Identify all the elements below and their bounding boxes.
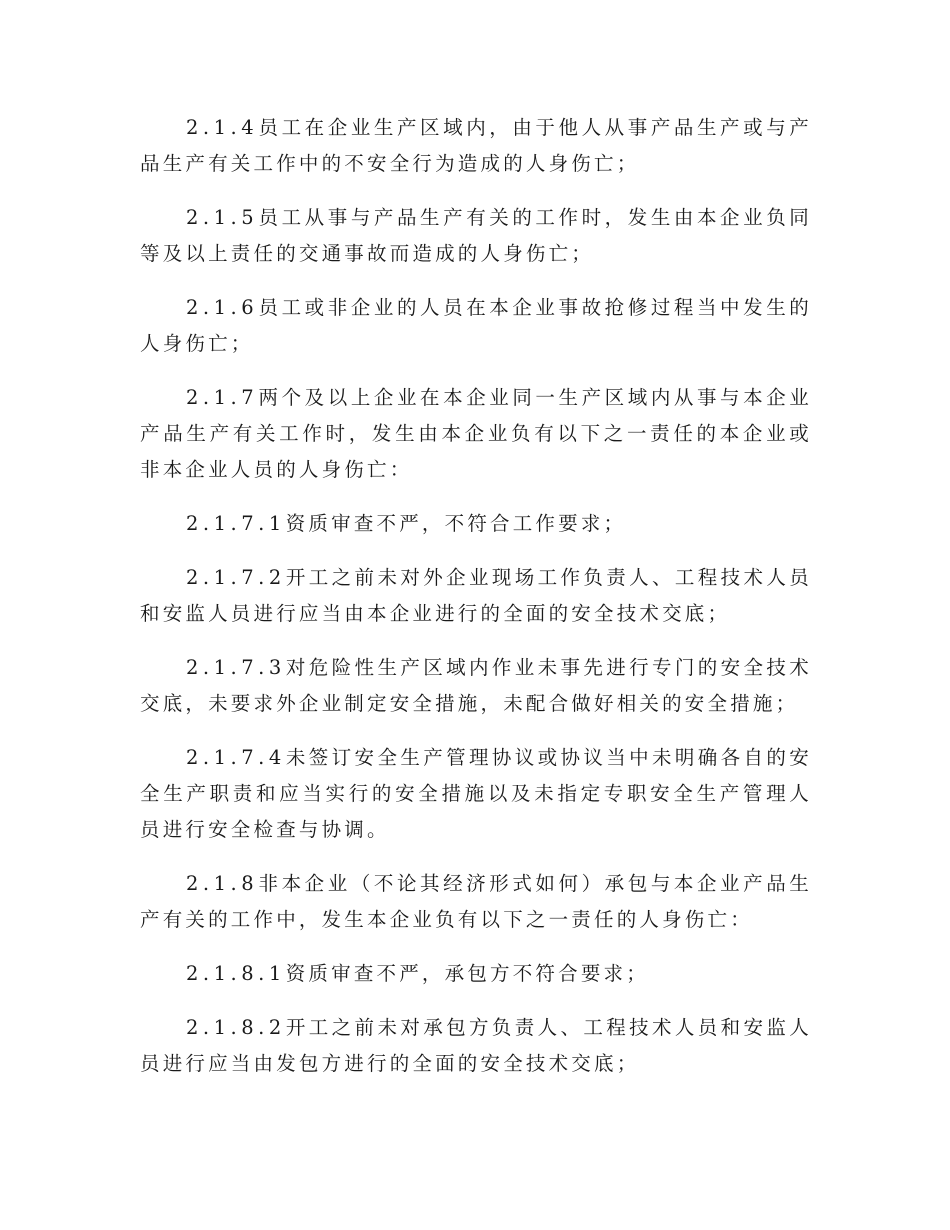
clause-number: 2.1.7.3 bbox=[186, 656, 286, 679]
clause-2-1-6 bbox=[140, 290, 812, 362]
clause-2-1-7-3 bbox=[140, 650, 812, 722]
document-body bbox=[140, 110, 812, 1100]
clause-text: 开工之前未对承包方负责人、工程技术人员和安监人员进行应当由发包方进行的全面的安全技术交底； bbox=[140, 1016, 812, 1075]
clause-number: 2.1.4 bbox=[186, 116, 259, 139]
clause-number: 2.1.6 bbox=[186, 296, 259, 319]
clause-2-1-8-2 bbox=[140, 1010, 812, 1082]
clause-text: 对危险性生产区域内作业未事先进行专门的安全技术交底，未要求外企业制定安全措施，未配合做好相关的安全措施； bbox=[140, 656, 812, 715]
clause-2-1-8 bbox=[140, 866, 812, 938]
clause-number: 2.1.7.1 bbox=[186, 512, 286, 535]
clause-number: 2.1.7 bbox=[186, 386, 259, 409]
clause-2-1-5 bbox=[140, 200, 812, 272]
clause-text: 两个及以上企业在本企业同一生产区域内从事与本企业产品生产有关工作时，发生由本企业负有以下之一责任的本企业或非本企业人员的人身伤亡： bbox=[140, 386, 812, 481]
clause-number: 2.1.5 bbox=[186, 206, 259, 229]
clause-text: 员工从事与产品生产有关的工作时，发生由本企业负同等及以上责任的交通事故而造成的人身伤亡； bbox=[140, 206, 812, 265]
clause-text: 资质审查不严，不符合工作要求； bbox=[285, 512, 627, 535]
clause-number: 2.1.8.1 bbox=[186, 962, 286, 985]
clause-2-1-7-1 bbox=[140, 506, 812, 542]
clause-2-1-8-1 bbox=[140, 956, 812, 992]
clause-text: 开工之前未对外企业现场工作负责人、工程技术人员和安监人员进行应当由本企业进行的全面的安全技术交底； bbox=[140, 566, 812, 625]
clause-2-1-7 bbox=[140, 380, 812, 488]
clause-2-1-7-2 bbox=[140, 560, 812, 632]
clause-2-1-4 bbox=[140, 110, 812, 182]
clause-text: 未签订安全生产管理协议或协议当中未明确各自的安全生产职责和应当实行的安全措施以及未指定专职安全生产管理人员进行安全检查与协调。 bbox=[140, 746, 812, 841]
clause-text: 资质审查不严，承包方不符合要求； bbox=[285, 962, 649, 985]
clause-number: 2.1.8 bbox=[186, 872, 259, 895]
clause-text: 员工在企业生产区域内，由于他人从事产品生产或与产品生产有关工作中的不安全行为造成的人身伤亡； bbox=[140, 116, 812, 175]
clause-text: 员工或非企业的人员在本企业事故抢修过程当中发生的人身伤亡； bbox=[140, 296, 812, 355]
clause-text: 非本企业（不论其经济形式如何）承包与本企业产品生产有关的工作中，发生本企业负有以下之一责任的人身伤亡： bbox=[140, 872, 812, 931]
clause-2-1-7-4 bbox=[140, 740, 812, 848]
clause-number: 2.1.7.2 bbox=[186, 566, 286, 589]
clause-number: 2.1.8.2 bbox=[186, 1016, 286, 1039]
clause-number: 2.1.7.4 bbox=[186, 746, 286, 769]
